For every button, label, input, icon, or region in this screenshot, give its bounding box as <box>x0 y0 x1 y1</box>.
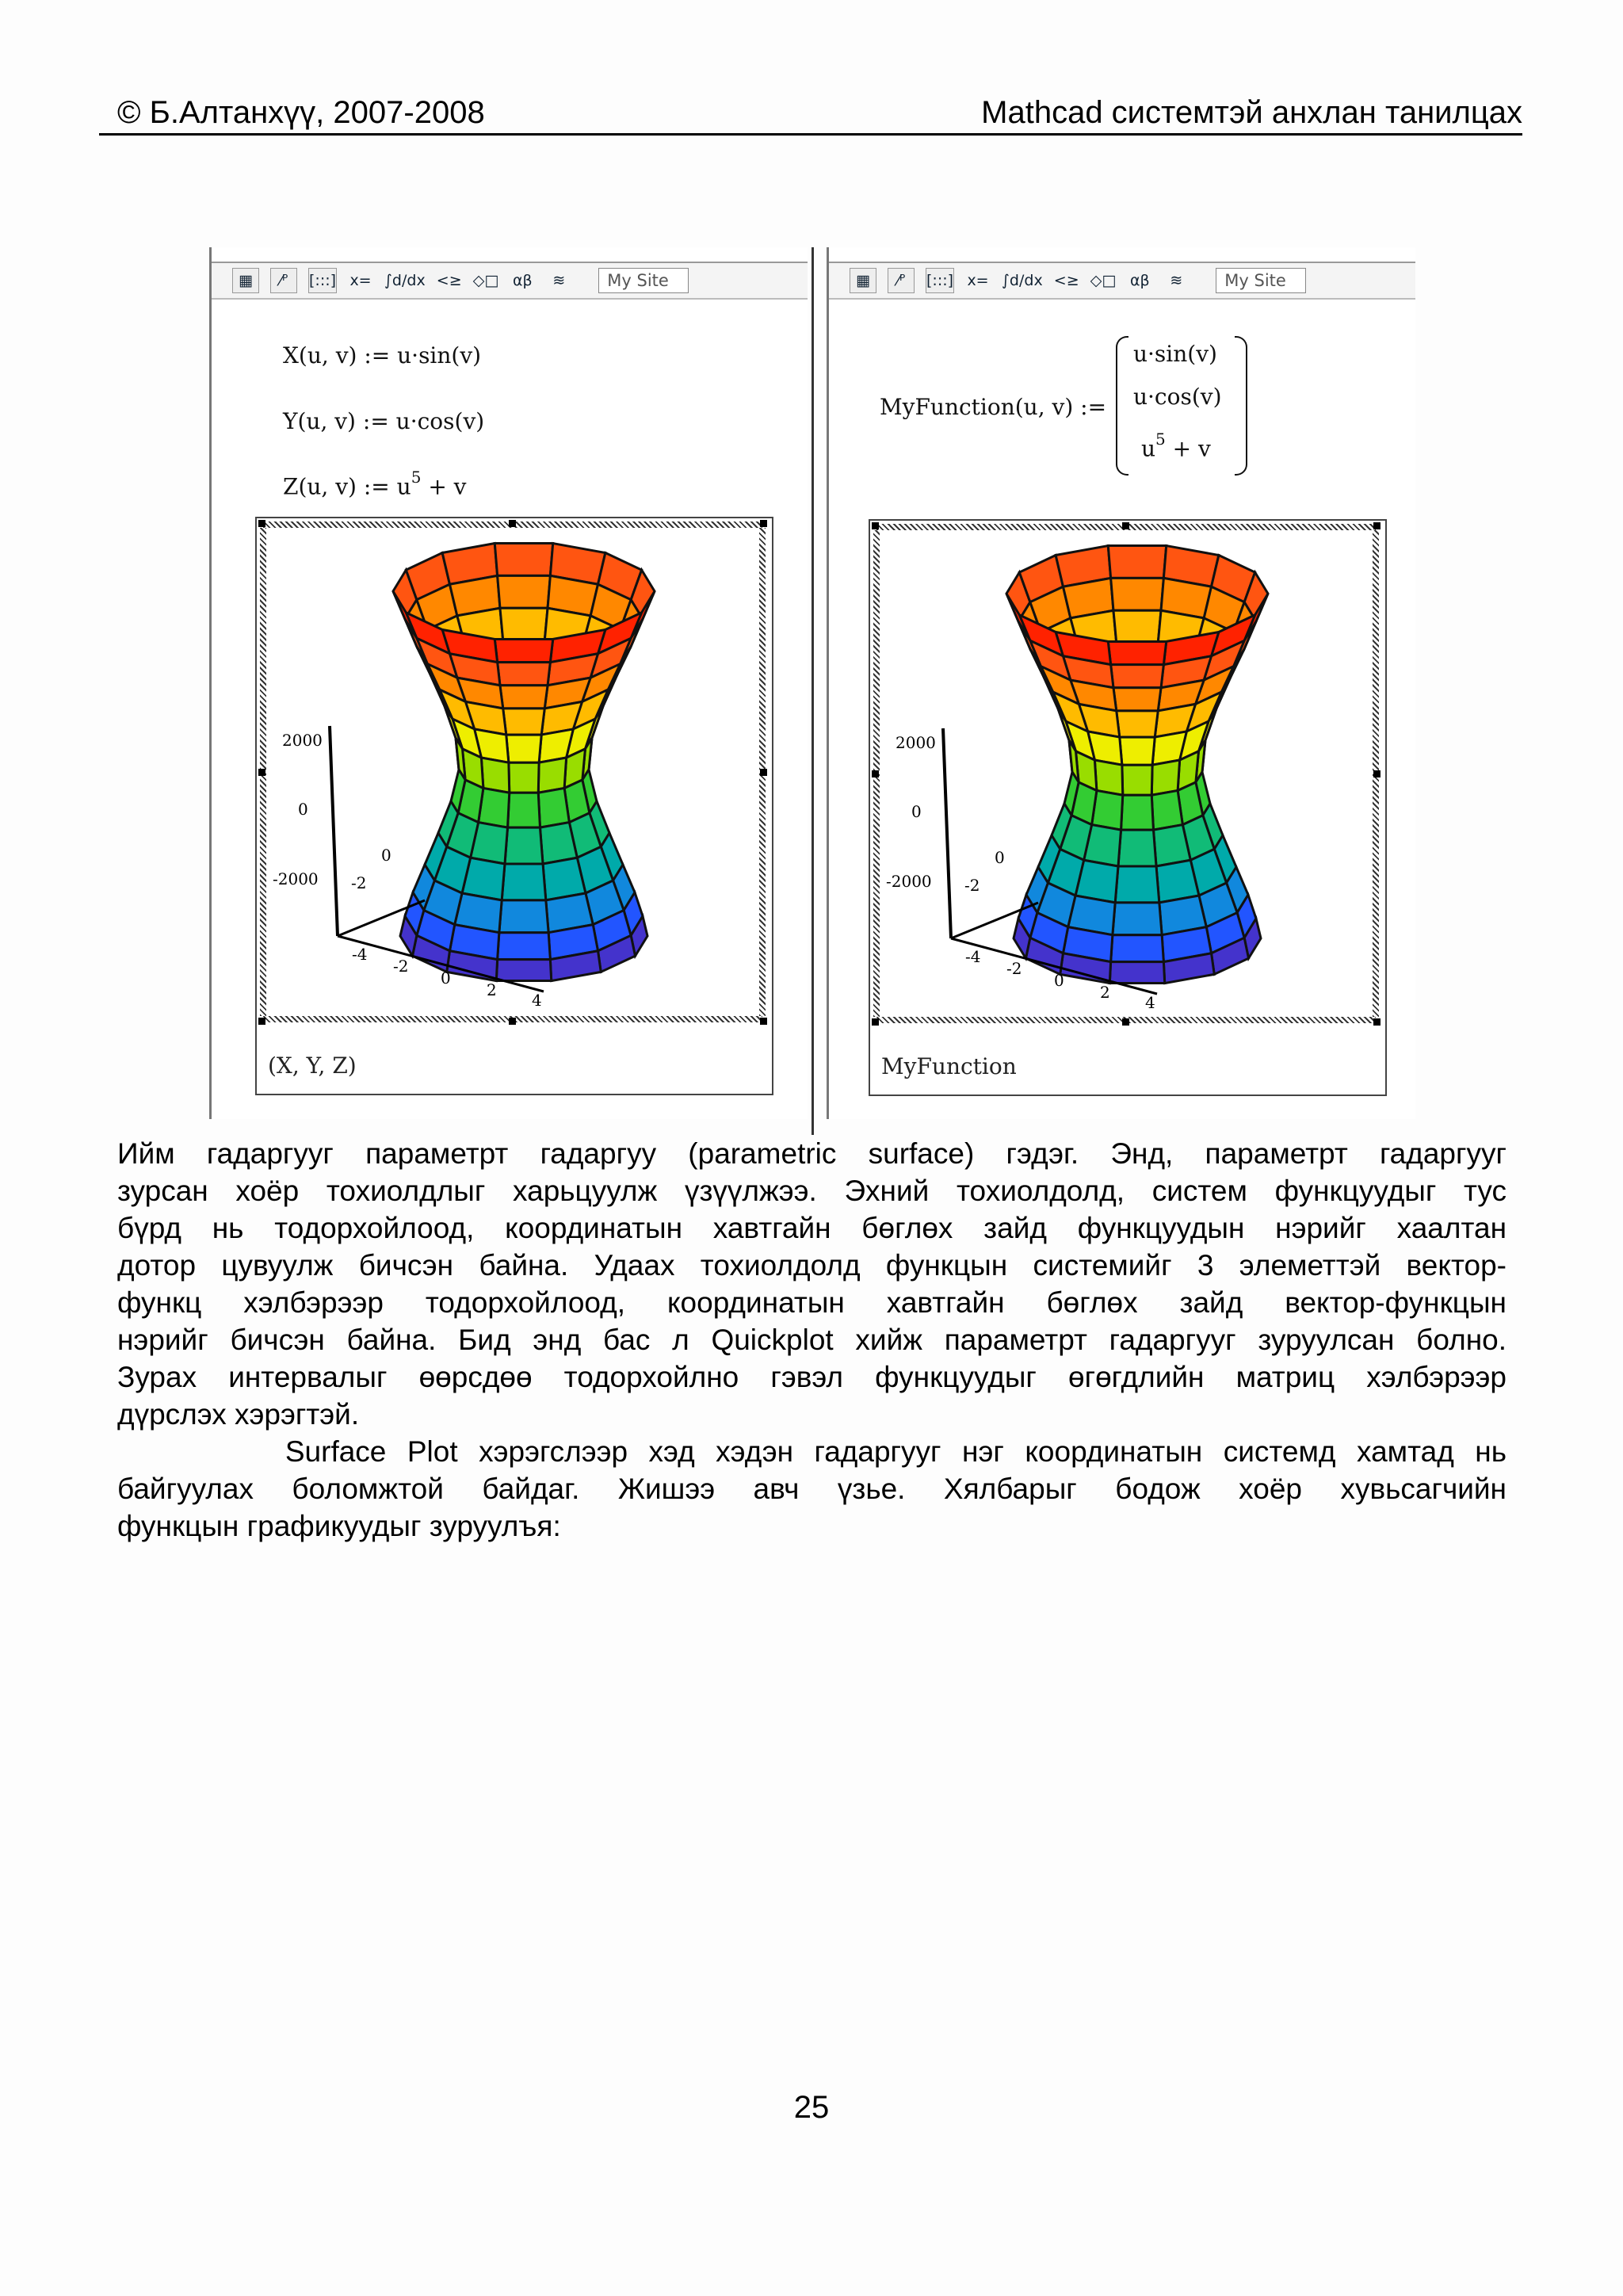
x-tick-label: 0 <box>1054 971 1064 990</box>
mesh-face <box>1118 830 1156 866</box>
mesh-face <box>499 900 548 933</box>
mesh-face <box>1111 665 1164 688</box>
z-axis-line <box>943 728 951 938</box>
function-definition[interactable]: MyFunction(u, v) := <box>880 394 1107 420</box>
x-tick-label: -4 <box>965 947 981 966</box>
boolean-toolbar-button[interactable]: <≥ <box>436 272 462 289</box>
vector-entry-base: u <box>1141 435 1156 462</box>
vector-entry-rest: + v <box>1165 435 1211 462</box>
mesh-face <box>1113 610 1161 643</box>
equation-x[interactable]: X(u, v) := u·sin(v) <box>283 342 482 369</box>
surface-plot-3d <box>880 530 1371 1015</box>
my-site-field[interactable]: My Site <box>1216 268 1306 293</box>
z-tick-label: 0 <box>298 800 308 819</box>
matrix-toolbar-button[interactable]: [:::] <box>926 268 954 293</box>
header-rule <box>99 133 1522 136</box>
mesh-face <box>1151 790 1182 830</box>
text-line: дотор цувуулж бичсэн байна. Удаах тохиолдолд функцын системийг 3 элеметтэй вектор- <box>117 1249 1507 1282</box>
surface-plot-region[interactable] <box>869 519 1387 1096</box>
mesh-face <box>498 575 551 608</box>
resize-handle[interactable] <box>872 770 879 777</box>
mesh-face <box>1117 711 1159 737</box>
z-tick-label: 2000 <box>282 731 323 750</box>
equation-z[interactable] <box>283 468 467 500</box>
mesh-face <box>1111 935 1164 962</box>
vector-entry <box>1141 430 1211 462</box>
calculator-toolbar-button[interactable]: ▦ <box>232 268 259 293</box>
resize-handle[interactable] <box>258 1018 265 1025</box>
mesh-face <box>498 663 551 686</box>
mathcad-panel-right <box>827 247 1415 1119</box>
z-tick-label: -2000 <box>273 869 319 888</box>
mesh-face <box>1109 962 1164 984</box>
vector-entry-exponent: 5 <box>1155 430 1166 449</box>
z-axis-line <box>330 726 338 936</box>
plot-caption[interactable]: (X, Y, Z) <box>268 1052 357 1079</box>
resize-handle[interactable] <box>1373 1018 1381 1026</box>
mesh-face <box>498 933 551 960</box>
boolean-toolbar-button[interactable]: <≥ <box>1053 272 1079 289</box>
vector-bracket-right <box>1235 336 1247 476</box>
y-tick-label: 0 <box>995 848 1005 867</box>
equation-z-exponent: 5 <box>411 468 422 487</box>
mesh-face <box>1120 737 1155 765</box>
symbolic-toolbar-button[interactable]: ≋ <box>552 272 566 289</box>
math-toolbar <box>212 262 808 300</box>
mesh-face <box>1108 546 1166 579</box>
x-tick-label: -2 <box>393 957 409 976</box>
greek-toolbar-button[interactable]: αβ <box>1129 272 1150 289</box>
mesh-face <box>1121 795 1154 830</box>
math-toolbar <box>829 262 1415 300</box>
panel-divider <box>812 247 814 1135</box>
z-tick-label: 0 <box>911 802 922 821</box>
mesh-face <box>1122 765 1152 795</box>
mesh-face <box>500 686 548 709</box>
y-tick-label: 0 <box>381 846 391 865</box>
text-line: бүрд нь тодорхойлоод, координатын хавтгайн бөглөх зайд функцуудын нэрийг хаалтан <box>117 1212 1507 1244</box>
mesh-face <box>1115 866 1159 903</box>
page-header-right: Mathcad системтэй анхлан танилцах <box>981 95 1522 130</box>
plot-caption[interactable]: MyFunction <box>881 1053 1017 1079</box>
programming-toolbar-button[interactable]: ◇□ <box>1090 272 1117 289</box>
matrix-toolbar-button[interactable]: [:::] <box>308 268 337 293</box>
mesh-face <box>509 762 539 793</box>
figure-screenshots <box>209 247 1414 1119</box>
graph-toolbar-button[interactable]: ⁄ᴾ <box>888 268 915 293</box>
x-tick-label: -4 <box>352 945 368 964</box>
resize-handle[interactable] <box>872 1018 879 1026</box>
mesh-face <box>503 709 545 735</box>
body-paragraph-1 <box>117 1135 1507 1433</box>
text-line: дүрслэх хэрэгтэй. <box>117 1398 360 1431</box>
surface-plot-3d <box>266 528 758 1014</box>
x-tick-label: 4 <box>532 991 542 1010</box>
mesh-face <box>500 608 548 640</box>
x-tick-label: 0 <box>441 968 451 988</box>
x-tick-label: 2 <box>1100 983 1110 1002</box>
resize-handle[interactable] <box>509 1018 516 1025</box>
calculus-toolbar-button[interactable]: ∫d/dx <box>1002 272 1043 289</box>
text-line: зурсан хоёр тохиолдлыг харьцуулж үзүүлжээ. Эхний тохиолдолд, систем функцуудыг тус <box>117 1175 1507 1207</box>
vector-entry: u·cos(v) <box>1133 384 1222 410</box>
z-tick-label: 2000 <box>896 733 936 752</box>
equation-z-rest: + v <box>421 473 467 500</box>
page-header-left: © Б.Алтанхүү, 2007-2008 <box>117 95 485 130</box>
mesh-face <box>505 827 543 864</box>
mesh-face <box>502 864 546 900</box>
mesh-face <box>1111 578 1164 610</box>
x-tick-label: -2 <box>1006 959 1022 978</box>
text-line: нэрийг бичсэн байна. Бид энд бас л Quickplot хийж параметрт гадаргууг зуруулсан болно. <box>117 1324 1507 1356</box>
mesh-face <box>508 793 540 827</box>
text-line: функцын графикуудыг зуруулъя: <box>117 1510 561 1542</box>
evaluation-toolbar-button[interactable]: x= <box>967 272 989 289</box>
calculator-toolbar-button[interactable]: ▦ <box>850 268 876 293</box>
mesh-face <box>1113 903 1162 935</box>
equation-y[interactable]: Y(u, v) := u·cos(v) <box>283 408 485 434</box>
mesh-face <box>506 735 542 762</box>
greek-toolbar-button[interactable]: αβ <box>512 272 533 289</box>
calculus-toolbar-button[interactable]: ∫d/dx <box>384 272 426 289</box>
resize-handle[interactable] <box>1122 1018 1129 1026</box>
resize-handle[interactable] <box>872 522 879 529</box>
z-tick-label: -2000 <box>886 872 932 891</box>
programming-toolbar-button[interactable]: ◇□ <box>472 272 499 289</box>
resize-handle[interactable] <box>760 520 767 527</box>
symbolic-toolbar-button[interactable]: ≋ <box>1170 272 1183 289</box>
equation-z-base: Z(u, v) := u <box>283 473 411 500</box>
mesh-face <box>495 639 552 662</box>
vector-bracket-left <box>1116 336 1128 476</box>
text-line: Ийм гадаргууг параметрт гадаргуу (parametric surface) гэдэг. Энд, параметрт гадаргууг <box>117 1137 1507 1170</box>
text-line: Зурах интервалыг өөрсдөө тодорхойлно гэвэл функцуудыг өгөгдлийн матриц хэлбэрээр <box>117 1361 1507 1393</box>
text-line: Surface Plot хэрэгслээр хэд хэдэн гадаргууг нэг координатын системд хамтад нь <box>117 1435 1507 1468</box>
resize-handle[interactable] <box>760 769 767 776</box>
x-tick-label: 2 <box>487 980 497 999</box>
resize-handle[interactable] <box>1373 770 1381 777</box>
vector-entry: u·sin(v) <box>1133 341 1217 367</box>
mesh-face <box>495 544 552 576</box>
text-line: функц хэлбэрээр тодорхойлоод, координатын хавтгайн бөглөх зайд вектор-функцын <box>117 1286 1507 1319</box>
mesh-face <box>538 788 569 827</box>
y-tick-label: -2 <box>351 873 367 892</box>
surface-mesh <box>393 544 655 981</box>
evaluation-toolbar-button[interactable]: x= <box>349 272 372 289</box>
surface-plot-region[interactable] <box>255 517 773 1095</box>
mesh-face <box>1108 641 1166 664</box>
resize-handle[interactable] <box>1122 522 1129 529</box>
text-line: байгуулах боломжтой байдаг. Жишээ авч үзье. Хялбарыг бодож хоёр хувьсагчийн <box>117 1473 1507 1505</box>
resize-handle[interactable] <box>760 1018 767 1025</box>
x-tick-label: 4 <box>1145 993 1155 1012</box>
mesh-face <box>496 960 551 981</box>
my-site-field[interactable]: My Site <box>598 268 689 293</box>
mathcad-panel-left <box>209 247 808 1119</box>
page-number: 25 <box>793 2090 830 2125</box>
surface-mesh <box>1006 546 1268 984</box>
resize-handle[interactable] <box>258 520 265 527</box>
y-tick-label: -2 <box>964 876 980 895</box>
resize-handle[interactable] <box>258 769 265 776</box>
body-paragraph-2 <box>117 1433 1507 1545</box>
resize-handle[interactable] <box>1373 522 1381 529</box>
graph-toolbar-button[interactable]: ⁄ᴾ <box>270 268 297 293</box>
mesh-face <box>1113 688 1161 711</box>
resize-handle[interactable] <box>509 520 516 527</box>
